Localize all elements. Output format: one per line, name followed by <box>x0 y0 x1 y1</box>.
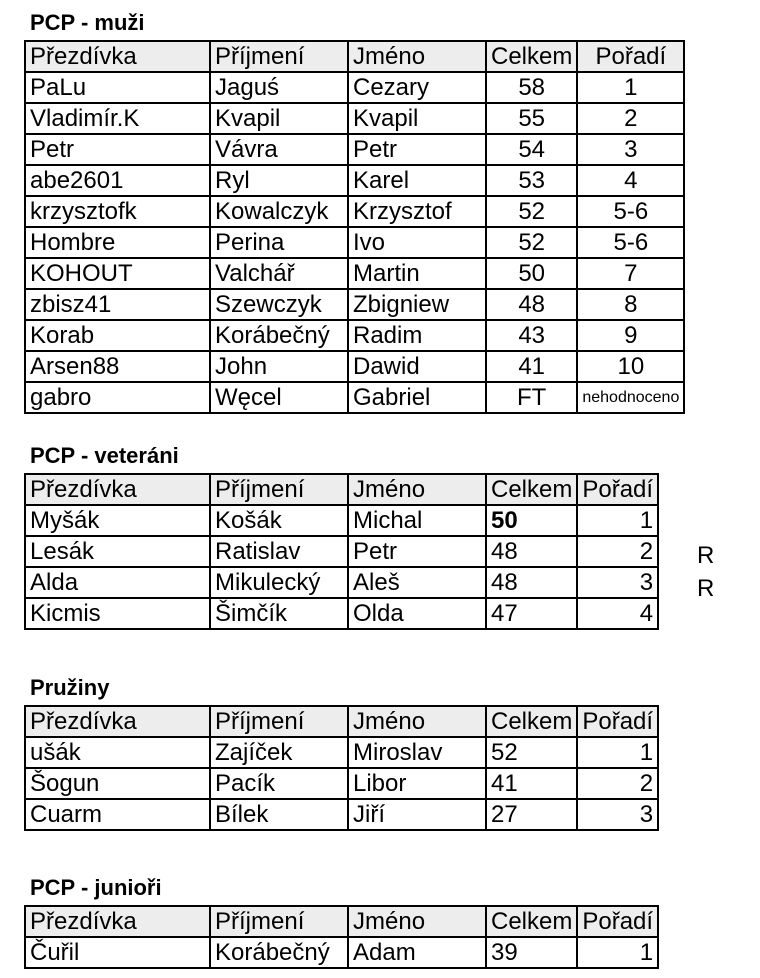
cell-rank: 4 <box>577 598 658 629</box>
cell-total: 52 <box>486 227 577 258</box>
cell-rank: 5-6 <box>577 196 684 227</box>
cell-rank: 2 <box>577 103 684 134</box>
column-header-rank: Pořadí <box>577 706 658 737</box>
cell-surname: Vávra <box>210 134 348 165</box>
column-header-total: Celkem <box>486 474 577 505</box>
cell-nickname: zbisz41 <box>25 289 210 320</box>
table-row <box>25 799 658 830</box>
cell-surname: Kowalczyk <box>210 196 348 227</box>
column-header-total: Celkem <box>486 41 577 72</box>
column-header-rank: Pořadí <box>577 474 658 505</box>
cell-total: 54 <box>486 134 577 165</box>
cell-nickname: Cuarm <box>25 799 210 830</box>
column-header-surname: Příjmení <box>210 906 348 937</box>
cell-total: 53 <box>486 165 577 196</box>
cell-firstname: Gabriel <box>348 382 486 413</box>
cell-surname: Šimčík <box>210 598 348 629</box>
results-table-veterani <box>24 473 659 630</box>
cell-firstname: Adam <box>348 937 486 968</box>
cell-nickname: Arsen88 <box>25 351 210 382</box>
table-header-row <box>25 706 658 737</box>
cell-firstname: Petr <box>348 134 486 165</box>
table-header-row <box>25 474 658 505</box>
cell-nickname: gabro <box>25 382 210 413</box>
cell-rank: nehodnoceno <box>577 382 684 413</box>
cell-rank: 2 <box>577 768 658 799</box>
table-row <box>25 196 684 227</box>
cell-nickname: krzysztofk <box>25 196 210 227</box>
cell-total: 27 <box>486 799 577 830</box>
row-note-r: R <box>697 542 715 569</box>
cell-firstname: Martin <box>348 258 486 289</box>
column-header-firstname: Jméno <box>348 906 486 937</box>
cell-nickname: Hombre <box>25 227 210 258</box>
cell-nickname: Petr <box>25 134 210 165</box>
column-header-rank: Pořadí <box>577 41 684 72</box>
section-title-juniori: PCP - junioři <box>30 875 162 900</box>
cell-rank: 8 <box>577 289 684 320</box>
cell-rank: 3 <box>577 134 684 165</box>
cell-total: 52 <box>486 196 577 227</box>
results-table-muzi <box>24 40 685 414</box>
cell-total: 50 <box>486 505 577 536</box>
table-row <box>25 103 684 134</box>
column-header-total: Celkem <box>486 906 577 937</box>
column-header-firstname: Jméno <box>348 474 486 505</box>
table-row <box>25 536 658 567</box>
cell-nickname: Korab <box>25 320 210 351</box>
cell-nickname: Čuřil <box>25 937 210 968</box>
cell-surname: Szewczyk <box>210 289 348 320</box>
cell-firstname: Petr <box>348 536 486 567</box>
cell-total: 41 <box>486 351 577 382</box>
column-header-surname: Příjmení <box>210 706 348 737</box>
cell-rank: 2 <box>577 536 658 567</box>
cell-surname: John <box>210 351 348 382</box>
cell-firstname: Miroslav <box>348 737 486 768</box>
cell-nickname: Alda <box>25 567 210 598</box>
cell-firstname: Olda <box>348 598 486 629</box>
cell-total: 48 <box>486 536 577 567</box>
cell-surname: Mikulecký <box>210 567 348 598</box>
table-row <box>25 134 684 165</box>
cell-firstname: Aleš <box>348 567 486 598</box>
section-title-veterani: PCP - veteráni <box>30 443 179 468</box>
cell-firstname: Michal <box>348 505 486 536</box>
cell-rank: 3 <box>577 567 658 598</box>
cell-surname: Ratislav <box>210 536 348 567</box>
results-table-juniori <box>24 905 659 969</box>
cell-rank: 5-6 <box>577 227 684 258</box>
cell-nickname: Lesák <box>25 536 210 567</box>
cell-rank: 7 <box>577 258 684 289</box>
cell-nickname: KOHOUT <box>25 258 210 289</box>
cell-surname: Korábečný <box>210 937 348 968</box>
cell-firstname: Jiří <box>348 799 486 830</box>
cell-firstname: Karel <box>348 165 486 196</box>
cell-firstname: Libor <box>348 768 486 799</box>
cell-surname: Korábečný <box>210 320 348 351</box>
table-row <box>25 382 684 413</box>
table-row <box>25 351 684 382</box>
cell-nickname: Šogun <box>25 768 210 799</box>
table-row <box>25 289 684 320</box>
table-row <box>25 505 658 536</box>
cell-total: 47 <box>486 598 577 629</box>
column-header-nickname: Přezdívka <box>25 41 210 72</box>
cell-rank: 1 <box>577 505 658 536</box>
results-table-pruziny <box>24 705 659 831</box>
cell-total: 50 <box>486 258 577 289</box>
column-header-nickname: Přezdívka <box>25 474 210 505</box>
table-row <box>25 737 658 768</box>
cell-total: 58 <box>486 72 577 103</box>
cell-firstname: Dawid <box>348 351 486 382</box>
column-header-nickname: Přezdívka <box>25 906 210 937</box>
table-header-row <box>25 41 684 72</box>
cell-surname: Ryl <box>210 165 348 196</box>
cell-firstname: Kvapil <box>348 103 486 134</box>
cell-surname: Jaguś <box>210 72 348 103</box>
table-row <box>25 937 658 968</box>
cell-surname: Perina <box>210 227 348 258</box>
cell-surname: Košák <box>210 505 348 536</box>
cell-nickname: Vladimír.K <box>25 103 210 134</box>
cell-nickname: ušák <box>25 737 210 768</box>
column-header-firstname: Jméno <box>348 706 486 737</box>
cell-rank: 3 <box>577 799 658 830</box>
table-row <box>25 320 684 351</box>
cell-surname: Pacík <box>210 768 348 799</box>
cell-nickname: Kicmis <box>25 598 210 629</box>
table-row <box>25 72 684 103</box>
cell-surname: Valchář <box>210 258 348 289</box>
cell-rank: 1 <box>577 72 684 103</box>
table-row <box>25 598 658 629</box>
table-header-row <box>25 906 658 937</box>
cell-firstname: Ivo <box>348 227 486 258</box>
section-title-pruziny: Pružiny <box>30 675 110 700</box>
section-title-muzi: PCP - muži <box>30 10 145 35</box>
cell-total: 48 <box>486 289 577 320</box>
column-header-rank: Pořadí <box>577 906 658 937</box>
cell-surname: Węcel <box>210 382 348 413</box>
cell-total: 48 <box>486 567 577 598</box>
cell-rank: 10 <box>577 351 684 382</box>
row-note-r: R <box>697 575 715 602</box>
cell-total: 39 <box>486 937 577 968</box>
cell-total: FT <box>486 382 577 413</box>
cell-total: 52 <box>486 737 577 768</box>
table-row <box>25 258 684 289</box>
cell-nickname: abe2601 <box>25 165 210 196</box>
column-header-firstname: Jméno <box>348 41 486 72</box>
column-header-total: Celkem <box>486 706 577 737</box>
cell-firstname: Zbigniew <box>348 289 486 320</box>
cell-rank: 1 <box>577 737 658 768</box>
cell-total: 43 <box>486 320 577 351</box>
cell-nickname: PaLu <box>25 72 210 103</box>
column-header-nickname: Přezdívka <box>25 706 210 737</box>
cell-rank: 1 <box>577 937 658 968</box>
cell-total: 41 <box>486 768 577 799</box>
cell-nickname: Myšák <box>25 505 210 536</box>
table-row <box>25 227 684 258</box>
cell-surname: Bílek <box>210 799 348 830</box>
table-row <box>25 567 658 598</box>
cell-firstname: Radim <box>348 320 486 351</box>
table-row <box>25 165 684 196</box>
cell-surname: Zajíček <box>210 737 348 768</box>
cell-total: 55 <box>486 103 577 134</box>
cell-rank: 9 <box>577 320 684 351</box>
cell-firstname: Cezary <box>348 72 486 103</box>
column-header-surname: Příjmení <box>210 474 348 505</box>
cell-firstname: Krzysztof <box>348 196 486 227</box>
table-row <box>25 768 658 799</box>
cell-rank: 4 <box>577 165 684 196</box>
column-header-surname: Příjmení <box>210 41 348 72</box>
cell-surname: Kvapil <box>210 103 348 134</box>
